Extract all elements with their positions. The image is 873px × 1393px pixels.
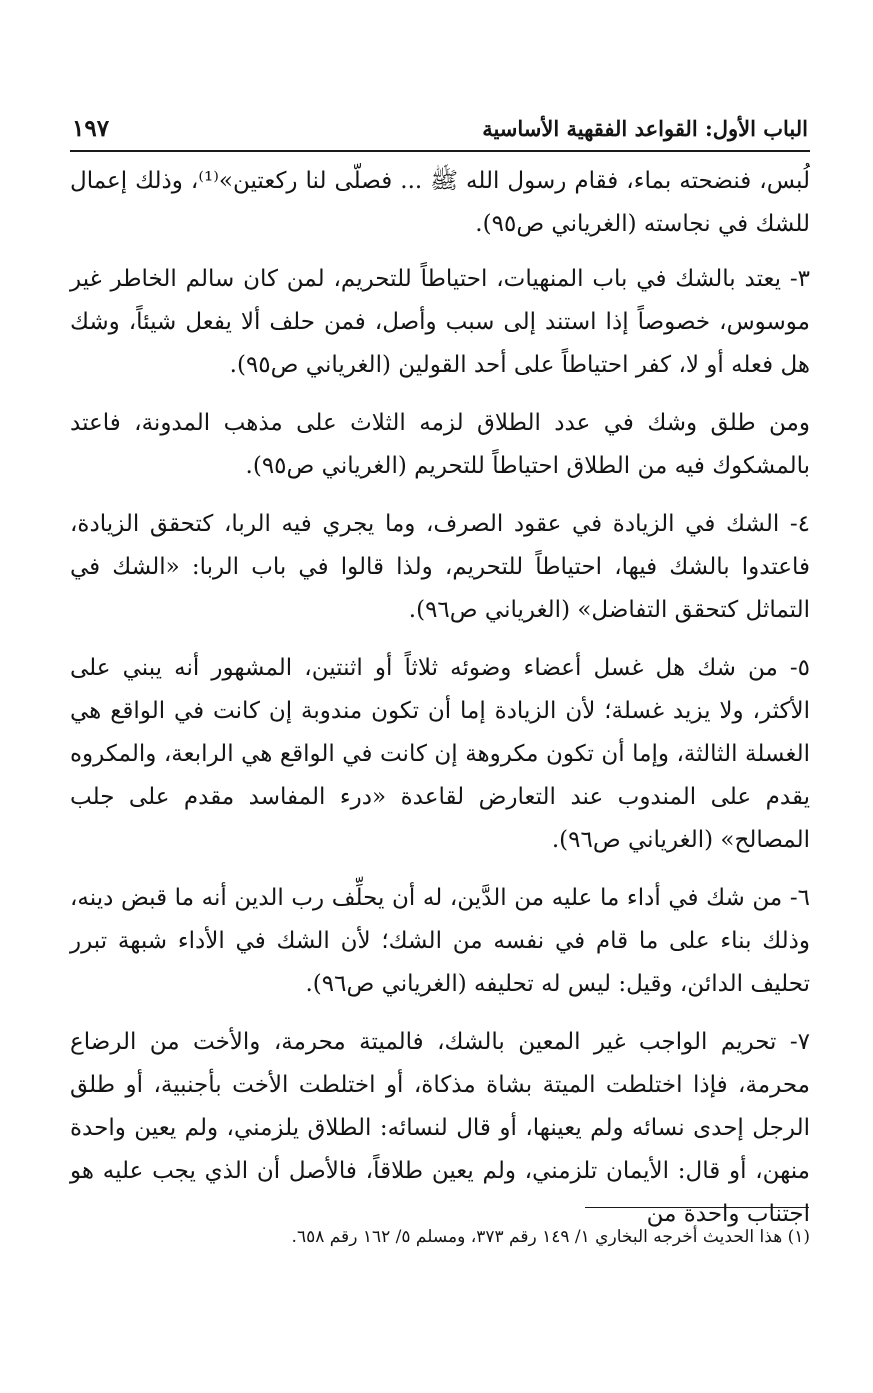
paragraph-rule-7: ٧- تحريم الواجب غير المعين بالشك، فالميتة محرمة، والأخت من الرضاع محرمة، فإذا اختلطت الميتة بشاة مذكاة، أو اختلطت الأخت بأجنبية، أو طلق الرجل إحدى نسائه ولم يعينها، أو قال لنسائه: الطلاق يلزمني، ولم يعين واحدة منهن، أو قال: الأيمان تلزمني، ولم يعين طلاقاً، فالأصل أن الذي يجب عليه هو اجتناب واحدة من	[70, 1029, 810, 1227]
paragraph-continuation: لُبس، فنضحته بماء، فقام رسول الله ﷺ ... فصلّى لنا ركعتين»⁽¹⁾، وذلك إعمال للشك في نجاسته (الغرياني ص٩٥).	[70, 168, 810, 237]
paragraph-rule-4: ٤- الشك في الزيادة في عقود الصرف، وما يجري فيه الربا، كتحقق الزيادة، فاعتدوا بالشك فيها، احتياطاً للتحريم، ولذا قالوا في باب الربا: «الشك في التماثل كتحقق التفاضل» (الغرياني ص٩٦).	[70, 511, 810, 623]
header-rule	[70, 150, 810, 152]
page-number: ١٩٧	[72, 114, 110, 142]
paragraph-rule-6: ٦- من شك في أداء ما عليه من الدَّين، له أن يحلِّف رب الدين أنه ما قبض دينه، وذلك بناء على ما قام في نفسه من الشك؛ لأن الشك في الأداء شبهة تبرر تحليف الدائن، وقيل: ليس له تحليفه (الغرياني ص٩٦).	[70, 885, 810, 997]
paragraph-rule-5: ٥- من شك هل غسل أعضاء وضوئه ثلاثاً أو اثنتين، المشهور أنه يبني على الأكثر، ولا يزيد غسلة؛ لأن الزيادة إما أن تكون مندوبة إن كانت في الواقع هي الغسلة الثالثة، وإما أن تكون مكروهة إن كانت في الواقع هي الرابعة، والمكروه يقدم على المندوب عند التعارض لقاعدة «درء المفاسد مقدم على جلب المصالح» (الغرياني ص٩٦).	[70, 655, 810, 853]
page-header	[72, 108, 808, 148]
footnote: (١) هذا الحديث أخرجه البخاري ١/ ١٤٩ رقم ٣٧٣، ومسلم ٥/ ١٦٢ رقم ٦٥٨.	[291, 1227, 810, 1247]
paragraph-rule-3: ٣- يعتد بالشك في باب المنهيات، احتياطاً للتحريم، لمن كان سالم الخاطر غير موسوس، خصوصاً إذا استند إلى سبب وأصل، فمن حلف ألا يفعل شيئاً، وشك هل فعله أو لا، كفر احتياطاً على أحد القولين (الغرياني ص٩٥).	[70, 266, 810, 378]
footnote-separator	[585, 1207, 809, 1208]
chapter-title: الباب الأول: القواعد الفقهية الأساسية	[482, 115, 808, 141]
body-text	[70, 160, 810, 1251]
paragraph-talaq-doubt: ومن طلق وشك في عدد الطلاق لزمه الثلاث على مذهب المدونة، فاعتد بالمشكوك فيه من الطلاق احتياطاً للتحريم (الغرياني ص٩٥).	[70, 410, 810, 479]
